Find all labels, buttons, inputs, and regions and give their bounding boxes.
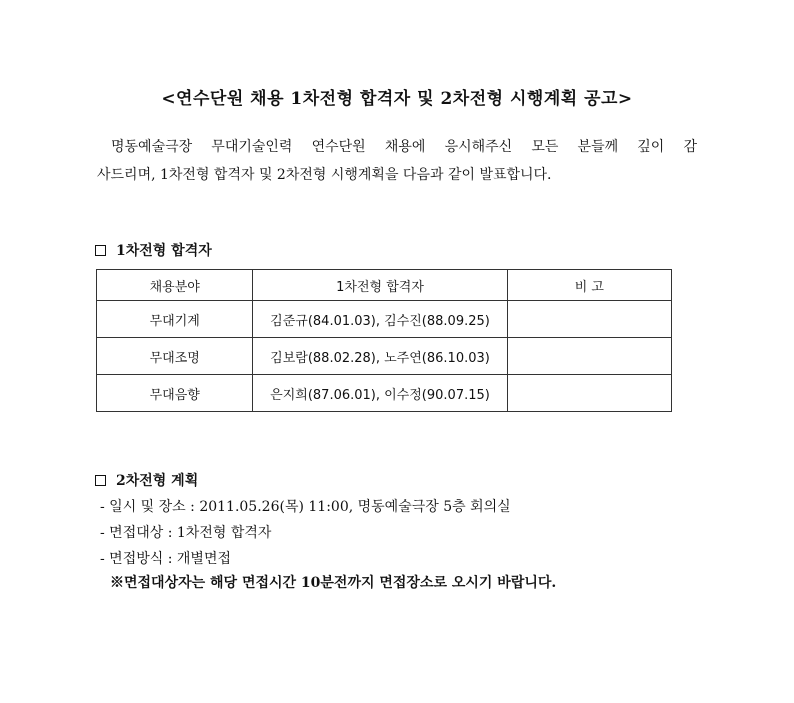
checkbox-square-icon <box>95 475 106 486</box>
cell-note <box>507 375 671 412</box>
plan-item-method: - 면접방식 : 개별면접 <box>100 551 231 567</box>
cell-field: 무대기계 <box>97 301 253 338</box>
section1-heading-text: 1차전형 합격자 <box>116 243 212 259</box>
cell-passers: 김준규(84.01.03), 김수진(88.09.25) <box>253 301 507 338</box>
section2-heading <box>95 470 198 490</box>
plan-item-datetime-place: - 일시 및 장소 : 2011.05.26(목) 11:00, 명동예술극장 5층 회의실 <box>100 499 511 515</box>
section2-heading-text: 2차전형 계획 <box>116 473 199 489</box>
intro-line-2: 사드리며, 1차전형 합격자 및 2차전형 시행계획을 다음과 같이 발표합니다. <box>97 167 552 183</box>
cell-field: 무대조명 <box>97 338 253 375</box>
cell-field: 무대음향 <box>97 375 253 412</box>
header-passers: 1차전형 합격자 <box>253 270 507 301</box>
plan-item-target: - 면접대상 : 1차전형 합격자 <box>100 525 272 541</box>
table-header-row <box>97 270 672 301</box>
checkbox-square-icon <box>95 245 106 256</box>
table-row <box>97 338 672 375</box>
table-row <box>97 375 672 412</box>
header-field: 채용분야 <box>97 270 253 301</box>
cell-passers: 은지희(87.06.01), 이수정(90.07.15) <box>253 375 507 412</box>
plan-note: ※면접대상자는 해당 면접시간 10분전까지 면접장소로 오시기 바랍니다. <box>110 575 557 591</box>
page-title: <연수단원 채용 1차전형 합격자 및 2차전형 시행계획 공고> <box>161 89 633 109</box>
table-row <box>97 301 672 338</box>
passers-table <box>96 269 672 412</box>
cell-note <box>507 338 671 375</box>
section1-heading <box>95 240 212 260</box>
intro-line-1: 명동예술극장 무대기술인력 연수단원 채용에 응시해주신 모든 분들께 깊이 감 <box>111 139 697 155</box>
cell-note <box>507 301 671 338</box>
cell-passers: 김보람(88.02.28), 노주연(86.10.03) <box>253 338 507 375</box>
header-note: 비 고 <box>507 270 671 301</box>
